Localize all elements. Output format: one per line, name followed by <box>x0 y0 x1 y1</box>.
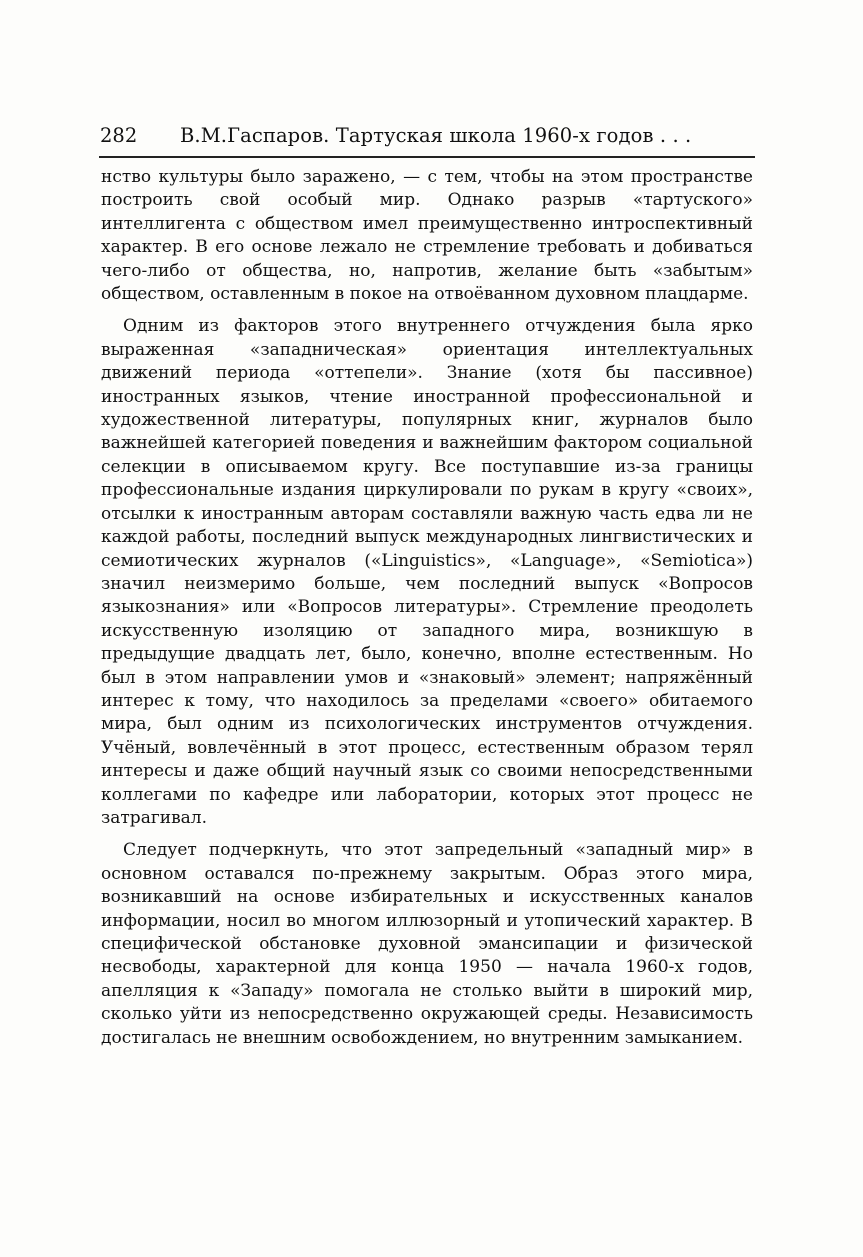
header-rule <box>99 156 755 158</box>
paragraph-3: Следует подчеркнуть, что этот запредельный «западный мир» в основном оставался по-прежнему закрытым. Образ этого мира, возникавший на основе избирательных и искусственных каналов информации, носил во многом иллюзорный и утопический характер. В специфической обстановке духовной эмансипации и физической несвободы, характерной для конца 1950 — начала 1960-х годов, апелляция к «Западу» помогала не столько выйти в широкий мир, сколько уйти из непосредственно окружающей среды. Независимость достигалась не внешним освобождением, но внутренним замыканием. <box>101 840 753 1048</box>
paragraph-1: нство культуры было заражено, — с тем, чтобы на этом пространстве построить свой особый мир. Однако разрыв «тартуского» интеллигента с обществом имел преимущественно интроспективный характер. В его основе лежало не стремление требовать и добиваться чего-либо от общества, но, напротив, желание быть «забытым» обществом, оставленным в покое на отвоёванном духовном плацдарме. <box>101 167 753 305</box>
body-text <box>101 166 753 1050</box>
running-header <box>100 121 760 151</box>
page-number: 282 <box>100 124 138 147</box>
running-title: В.М.Гаспаров. Тартуская школа 1960-х годов . . . <box>180 124 692 147</box>
paragraph-2: Одним из факторов этого внутреннего отчуждения была ярко выраженная «западническая» ориентация интеллектуальных движений периода «оттепели». Знание (хотя бы пассивное) иностранных языков, чтение иностранной профессиональной и художественной литературы, популярных книг, журналов было важнейшей категорией поведения и важнейшим фактором социальной селекции в описываемом кругу. Все поступавшие из-за границы профессиональные издания циркулировали по рукам в кругу «своих», отсылки к иностранным авторам составляли важную часть едва ли не каждой работы, последний выпуск международных лингвистических и семиотических журналов («Linguistics», «Language», «Semiotica») значил неизмеримо больше, чем последний выпуск «Вопросов языкознания» или «Вопросов литературы». Стремление преодолеть искусственную изоляцию от западного мира, возникшую в предыдущие двадцать лет, было, конечно, вполне естественным. Но был в этом направлении умов и «знаковый» элемент; напряжённый интерес к тому, что находилось за пределами «своего» обитаемого мира, был одним из психологических инструментов отчуждения. Учёный, вовлечённый в этот процесс, естественным образом терял интересы и даже общий научный язык со своими непосредственными коллегами по кафедре или лаборатории, которых этот процесс не затрагивал. <box>101 316 753 828</box>
